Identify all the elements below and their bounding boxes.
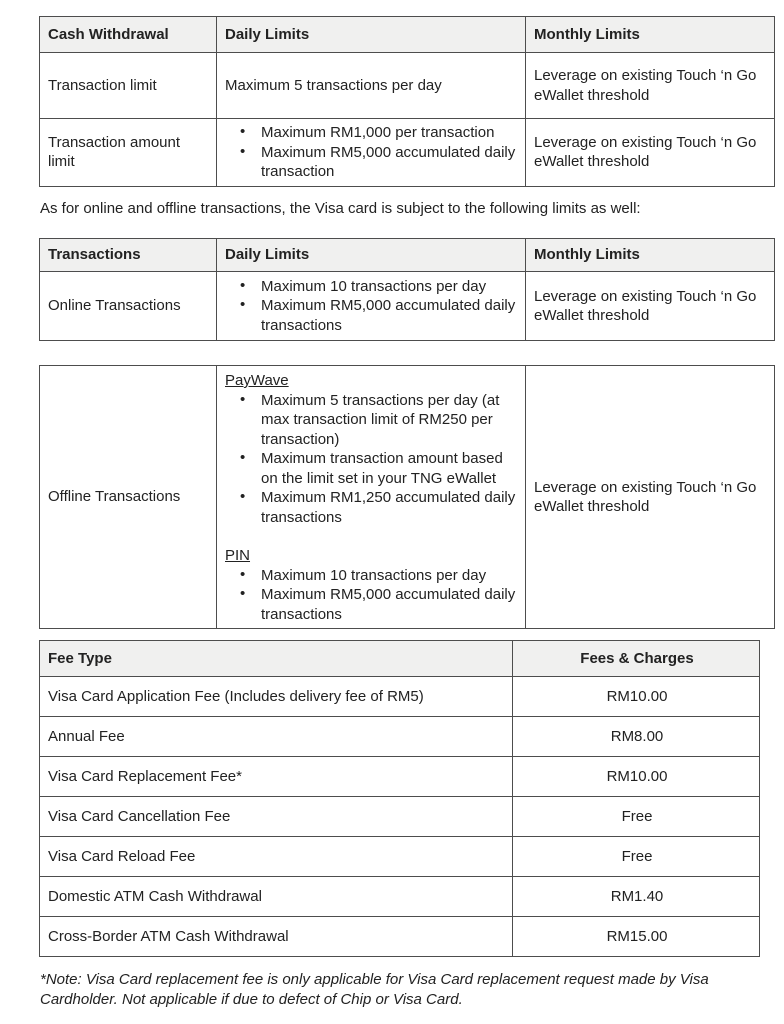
cash-withdrawal-limits-table	[39, 16, 775, 187]
online-transactions-table	[39, 238, 775, 341]
daily-limits-bullet-list	[225, 277, 519, 336]
fee-value-cell: RM10.00	[513, 677, 760, 717]
cell-online-transactions-label: Online Transactions	[40, 272, 217, 341]
intro-paragraph: As for online and offline transactions, the Visa card is subject to the following limits as well:	[40, 200, 641, 217]
daily-limits-bullet-list	[225, 123, 519, 182]
paywave-bullet-list	[225, 391, 519, 528]
fee-row-replacement	[40, 757, 760, 797]
fee-value-cell: Free	[513, 797, 760, 837]
cell-transaction-limit-daily: Maximum 5 transactions per day	[217, 53, 526, 119]
header-monthly-limits: Monthly Limits	[526, 17, 775, 53]
cell-online-transactions-monthly: Leverage on existing Touch ‘n Go eWallet threshold	[526, 272, 775, 341]
cell-transaction-limit-monthly: Leverage on existing Touch ‘n Go eWallet threshold	[526, 53, 775, 119]
bullet-item: • Maximum 5 transactions per day (at max transaction limit of RM250 per transaction)	[225, 391, 519, 450]
table-header-row	[40, 239, 775, 272]
header-daily-limits: Daily Limits	[217, 239, 526, 272]
fee-row-annual	[40, 717, 760, 757]
header-fee-type: Fee Type	[40, 641, 513, 677]
bullet-item: • Maximum transaction amount based on the limit set in your TNG eWallet	[225, 449, 519, 488]
fee-value-cell: RM10.00	[513, 757, 760, 797]
row-offline-transactions	[40, 366, 775, 629]
header-daily-limits: Daily Limits	[217, 17, 526, 53]
fee-row-domestic-atm	[40, 877, 760, 917]
header-monthly-limits: Monthly Limits	[526, 239, 775, 272]
cell-offline-transactions-daily	[217, 366, 526, 629]
bullet-item: • Maximum RM5,000 accumulated daily transactions	[225, 296, 519, 335]
cell-transaction-amount-daily	[217, 119, 526, 187]
fee-type-cell: Visa Card Application Fee (Includes delivery fee of RM5)	[40, 677, 513, 717]
offline-transactions-table	[39, 365, 775, 629]
pin-heading: PIN	[225, 547, 251, 564]
fee-value-cell: RM1.40	[513, 877, 760, 917]
header-transactions: Transactions	[40, 239, 217, 272]
cell-offline-transactions-monthly: Leverage on existing Touch ‘n Go eWallet threshold	[526, 366, 775, 629]
fee-value-cell: RM15.00	[513, 917, 760, 957]
bullet-item: • Maximum 10 transactions per day	[225, 277, 519, 297]
bullet-item: • Maximum 10 transactions per day	[225, 566, 519, 586]
fee-type-cell: Visa Card Reload Fee	[40, 837, 513, 877]
row-transaction-amount-limit	[40, 119, 775, 187]
fee-row-cancellation	[40, 797, 760, 837]
row-online-transactions	[40, 272, 775, 341]
fee-type-cell: Visa Card Replacement Fee*	[40, 757, 513, 797]
bullet-item: • Maximum RM1,250 accumulated daily transactions	[225, 488, 519, 527]
fee-row-reload	[40, 837, 760, 877]
fee-row-application	[40, 677, 760, 717]
fee-type-cell: Domestic ATM Cash Withdrawal	[40, 877, 513, 917]
bullet-item: • Maximum RM1,000 per transaction	[225, 123, 519, 143]
cell-transaction-amount-label: Transaction amount limit	[40, 119, 217, 187]
header-fees-charges: Fees & Charges	[513, 641, 760, 677]
bullet-item: • Maximum RM5,000 accumulated daily transaction	[225, 143, 519, 182]
fees-and-charges-table	[39, 640, 760, 957]
replacement-fee-footnote: *Note: Visa Card replacement fee is only applicable for Visa Card replacement request made by Visa Cardholder. Not applicable if due to defect of Chip or Visa Card.	[40, 971, 709, 1008]
table-header-row	[40, 641, 760, 677]
cell-online-transactions-daily	[217, 272, 526, 341]
pin-bullet-list	[225, 566, 519, 625]
cell-transaction-limit-label: Transaction limit	[40, 53, 217, 119]
cell-transaction-amount-monthly: Leverage on existing Touch ‘n Go eWallet threshold	[526, 119, 775, 187]
fee-value-cell: RM8.00	[513, 717, 760, 757]
header-cash-withdrawal: Cash Withdrawal	[40, 17, 217, 53]
fee-value-cell: Free	[513, 837, 760, 877]
fee-row-crossborder-atm	[40, 917, 760, 957]
cell-offline-transactions-label: Offline Transactions	[40, 366, 217, 629]
bullet-item: • Maximum RM5,000 accumulated daily transactions	[225, 585, 519, 624]
fee-type-cell: Annual Fee	[40, 717, 513, 757]
table-header-row	[40, 17, 775, 53]
fee-type-cell: Visa Card Cancellation Fee	[40, 797, 513, 837]
fee-type-cell: Cross-Border ATM Cash Withdrawal	[40, 917, 513, 957]
paywave-heading: PayWave	[225, 372, 289, 389]
row-transaction-limit	[40, 53, 775, 119]
